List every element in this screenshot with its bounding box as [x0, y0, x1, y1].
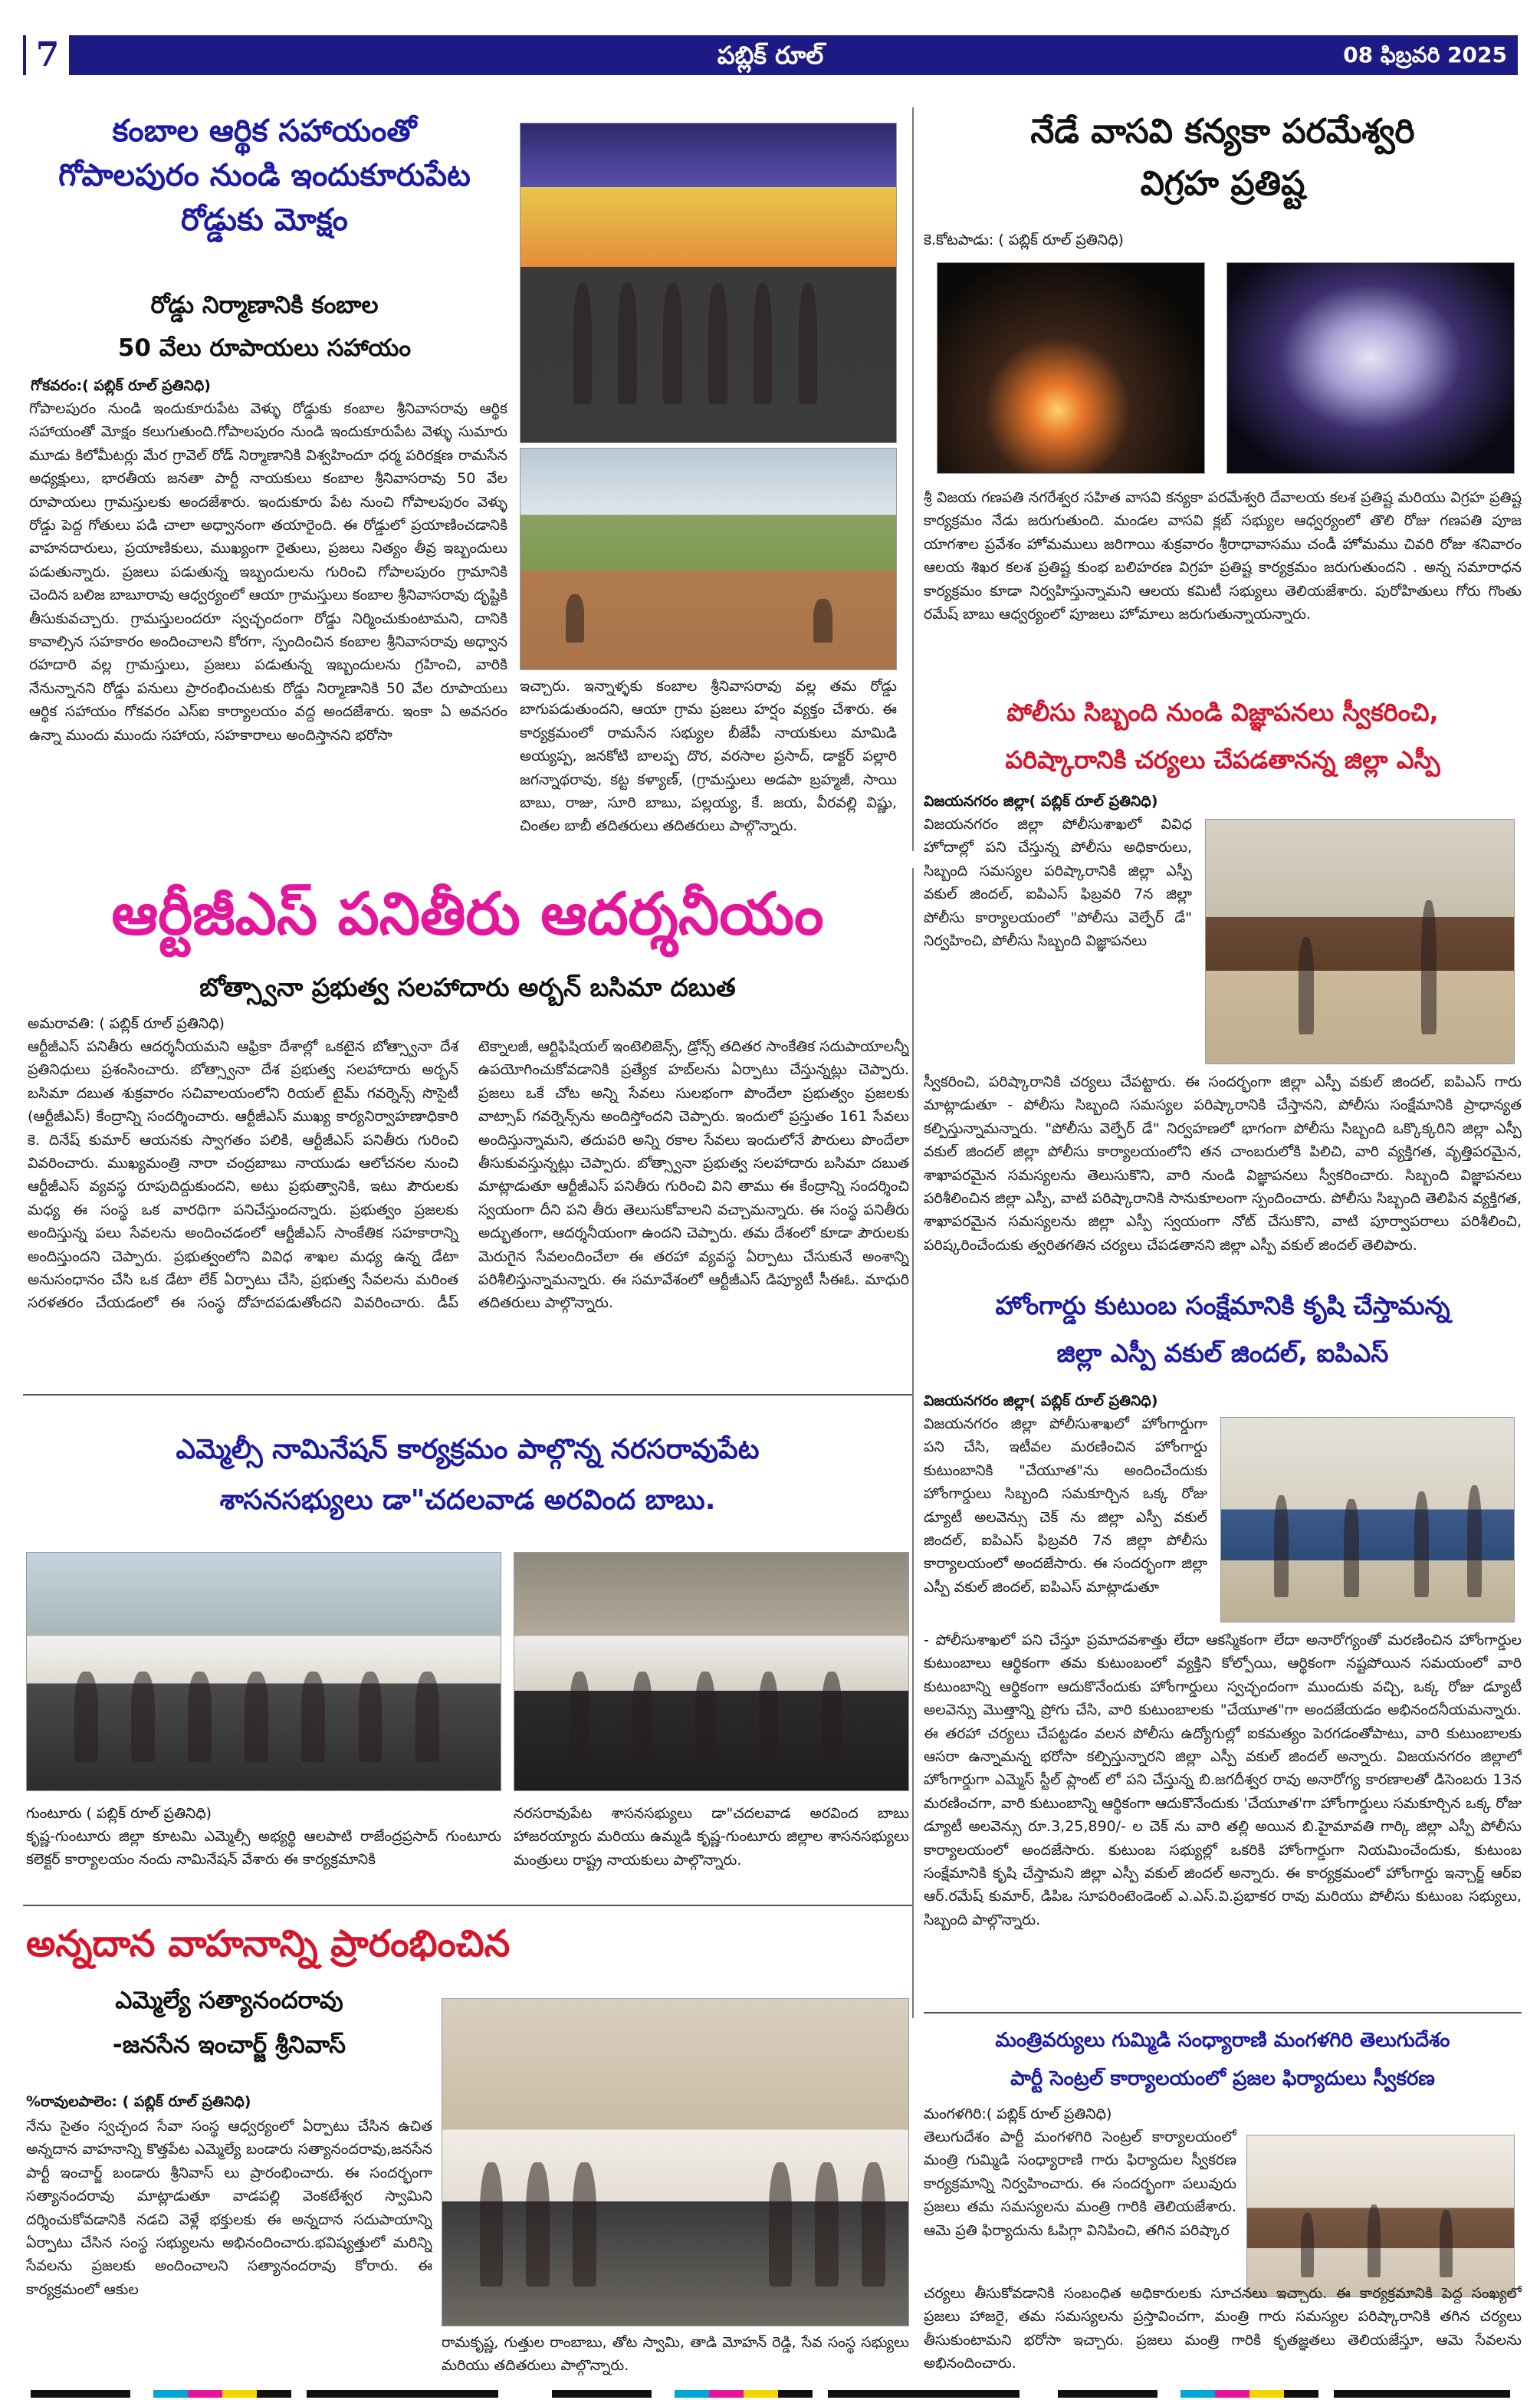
police-headline-line2: పరిష్కారానికి చర్యలు చేపడతానన్న జిల్లా ఎస్పీ: [1005, 745, 1440, 774]
footer-strip-black: [552, 2390, 652, 2398]
page-number: 7: [26, 35, 69, 75]
kambala-subhead-line1: రోడ్డు నిర్మాణానికి కంబాల: [150, 291, 379, 319]
police-headline: [924, 689, 1522, 784]
kambala-body-continued: ఇచ్చారు. ఇన్నాళ్ళకు కంబాల శ్రీనివాసరావు వల్ల తమ రోడ్డు బాగుపడుతుందని, ఆయా గ్రామ ప్రజలు హర్షం వ్యక్తం చేశారు. ఈ కార్యక్రమంలో రామసేన సభ్యుల బీజేపీ నాయకులు మామిడి అయ్యప్ప, జనకోటి బాలప్ప దొర, వరసాల ప్రసాద్, డాక్టర్ పల్లారి జగన్నాథరావు, కట్ట కళ్యాణ్, (గ్రామస్తులు అడపా బ్రహ్మజీ, సాయి బాబు, రాజు, సూరి బాబు, పల్లయ్య, కే. జయ, వీరవల్లి విష్ణు, చింతల బాబీ తదితరులు తదితరులు పాల్గొన్నారు.: [520, 678, 897, 835]
footer-strip-black: [1334, 2390, 1510, 2398]
police-body-wide: స్వీకరించి, పరిష్కారానికి చర్యలు చేపట్టారు. ఈ సందర్భంగా జిల్లా ఎస్పీ వకుల్ జిందల్, ఐపిఎస్ గారు మాట్లాడుతూ - పోలీసు సిబ్బంది సమస్యల పరిష్కారానికి చేస్తానని, పోలీసు సంక్షేమానికి ప్రాధాన్యత కల్పిస్తున్నామన్నారు. "పోలీసు వెల్ఫేర్ డే" నిర్వహణలో భాగంగా పోలీసు సిబ్బంది ఒక్కొక్కరిని జిల్లా ఎస్పీ వకుల్ జిందల్ జిల్లా పోలీసు కార్యాలయంలోని తన చాంబరులోకి పిలిచి, వారి వ్యక్తిగత, వృత్తిపరమైన, శాఖాపరమైన సమస్యలను తెలుసుకొని, వారి నుండి విజ్ఞాపనలు స్వీకరించారు. సిబ్బంది విజ్ఞాపనలు పరిశీలించిన జిల్లా ఎస్పీ, వాటి పరిష్కారానికి సానుకూలంగా స్పందించారు. పోలీసు సిబ్బంది తెలిపిన వ్యక్తిగత, శాఖాపరమైన సమస్యలను జిల్లా ఎస్పీ స్వయంగా నోట్ చేసుకొని, వాటి పూర్వాపరాలు పరిశీలించి, పరిష్కరించేందుకు త్వరితగతిన చర్యలు చేపడతానని జిల్లా ఎస్పీ వకుల్ జిందల్ తెలిపారు.: [924, 1073, 1522, 1254]
minister-headline-line2: పార్టీ సెంట్రల్ కార్యాలయంలో ప్రజల ఫిర్యాదులు స్వీకరణ: [1010, 2067, 1435, 2090]
mlc-headline: [23, 1425, 912, 1526]
section-rule: [23, 1905, 912, 1906]
annadana-subhead-line1: ఎమ్మెల్యే సత్యానందరావు: [115, 1987, 343, 2014]
annadana-subhead-line2: -జనసేన ఇంచార్జ్ శ్రీనివాస్: [112, 2031, 346, 2059]
annadana-byline: %రావులపాలెం: ( పబ్లిక్ రూల్ ప్రతినిధి): [26, 2093, 251, 2110]
kambala-headline-line2: గోపాలపురం నుండి ఇందుకూరుపేట: [58, 158, 471, 193]
paper-name: పబ్లిక్ రూల్: [717, 41, 824, 70]
mlc-body-left: కృష్ణ-గుంటూరు జిల్లా కూటమి ఎమ్మెల్సీ అభ్యర్థి ఆలపాటి రాజేంద్రప్రసాద్ గుంటూరు కలెక్టర్ కార్యాలయం నందు నామినేషన్ వేశారు ఈ కార్యక్రమానికి: [26, 1828, 501, 1869]
section-rule: [924, 2012, 1522, 2014]
rtgs-headline: ఆర్టీజీఎస్ పనితీరు ఆదర్శనీయం: [111, 879, 824, 948]
column-divider: [912, 868, 914, 2018]
masthead: [23, 35, 1518, 75]
police-byline: విజయనగరం జిల్లా( పబ్లిక్ రూల్ ప్రతినిధి): [924, 793, 1158, 810]
vasavi-body: శ్రీ విజయ గణపతి నగరేశ్వర సహిత వాసవి కన్యకా పరమేశ్వరి దేవాలయ కలశ ప్రతిష్ట మరియు విగ్రహ ప్రతిష్ట కార్యక్రమం నేడు జరుగుతుంది. మండల వాసవి క్లబ్ సభ్యుల ఆధ్వర్యంలో తొలి రోజు గణపతి పూజ యాగశాల ప్రవేశం హోమములు జరిగాయి శుక్రవారం శ్రీరాధావాసము చండీ హోమము చివరి రోజు శనివారం ఆలయ శిఖర కలశ ప్రతిష్ట కుంభ బలిహరణ విగ్రహ ప్రతిష్ట కార్యక్రమం జరుగుతుందని . అన్న సమారాధన కార్యక్రమం కూడా నిర్వహిస్తున్నామని ఆలయ కమిటీ సభ్యులు తెలియజేశారు. పురోహితులు గోరు గొంతు రమేష్ బాబు ఆధ్వర్యంలో పూజలు హోమాలు జరుగుతున్నాయన్నారు.: [924, 489, 1522, 623]
footer-strip-black: [307, 2390, 498, 2398]
vasavi-headline: [924, 106, 1522, 210]
vasavi-headline-line2: విగ్రహ ప్రతిష్ట: [1140, 164, 1305, 203]
kambala-photo-ceremony: [520, 123, 897, 443]
mlc-headline-line2: శాసనసభ్యులు డా"చదలవాడ అరవింద బాబు.: [219, 1484, 716, 1516]
mlc-byline: గుంటూరు ( పబ్లిక్ రూల్ ప్రతినిధి): [26, 1805, 212, 1822]
rtgs-byline: అమరావతి: ( పబ్లిక్ రూల్ ప్రతినిధి): [28, 1015, 225, 1032]
homeguard-headline-line2: జిల్లా ఎస్పీ వకుల్ జిందల్, ఐపిఎస్: [1056, 1338, 1389, 1368]
rtgs-subhead: బోత్స్వానా ప్రభుత్వ సలహాదారు అర్బన్ బసిమా దబుత: [199, 972, 736, 1002]
kambala-byline: గోకవరం:( పబ్లిక్ రూల్ ప్రతినిధి): [31, 377, 211, 394]
minister-byline: మంగళగిరి:( పబ్లిక్ రూల్ ప్రతినిధి): [924, 2106, 1112, 2122]
homeguard-headline-line1: హోంగార్డు కుటుంబ సంక్షేమానికి కృషి చేస్తామన్న: [995, 1290, 1450, 1320]
annadana-headline: అన్నదాన వాహనాన్ని ప్రారంభించిన: [26, 1922, 511, 1965]
vasavi-photo-temple: [1226, 262, 1515, 474]
annadana-body: నేను సైతం స్వచ్ఛంద సేవా సంస్థ ఆధ్వర్యంలో ఏర్పాటు చేసిన ఉచిత అన్నదాన వాహనాన్ని కొత్తపేట ఎమ్మెల్యే బండారు సత్యానందరావు,జనసేన పార్టీ ఇంచార్జ్ బండారు శ్రీనివాస్ లు ప్రారంభించారు. ఈ సందర్భంగా సత్యానందరావు మాట్లాడుతూ వాడపల్లి వెంకటేశ్వర స్వామిని దర్శించుకోవడానికి నడచి వెళ్లే భక్తులకు ఈ అన్నదాన సదుపాయాన్ని ఏర్పాటు చేసిన సంస్థ సభ్యులను అభినందించారు.భవిష్యత్తులో మరిన్ని సేవలను ప్రజలకు అందించాలని సత్యానందరావు కోరారు. ఈ కార్యక్రమంలో ఆకుల: [26, 2118, 432, 2298]
kambala-headline: [23, 109, 506, 242]
homeguard-headline: [924, 1282, 1522, 1377]
kambala-headline-line1: కంబాల ఆర్థిక సహాయంతో: [112, 113, 417, 149]
minister-photo-grievances: [1246, 2135, 1515, 2297]
mlc-photo-collectorate: [26, 1552, 501, 1791]
section-rule: [23, 1394, 912, 1396]
mlc-headline-line1: ఎమ్మెల్సీ నామినేషన్ కార్యక్రమం పాల్గొన్న నరసరావుపేట: [176, 1434, 760, 1465]
police-body-narrow: విజయనగరం జిల్లా పోలీసుశాఖలో వివిధ హోదాల్లో పని చేస్తున్న పోలీసు అధికారులు, సిబ్బంది సమస్యల పరిష్కారానికి జిల్లా ఎస్పీ వకుల్ జిందల్, ఐపిఎస్ ఫిబ్రవరి 7న జిల్లా పోలీసు కార్యాలయంలో "పోలీసు వెల్ఫేర్ డే" నిర్వహించి, పోలీసు సిబ్బంది విజ్ఞాపనలు: [924, 816, 1192, 950]
annadana-photo-vehicle: [442, 1998, 909, 2326]
column-divider: [912, 107, 914, 851]
rtgs-body: ఆర్టీజీఎస్ పనితీరు ఆదర్శనీయమని ఆఫ్రికా దేశాల్లో ఒకటైన బోత్స్వానా దేశ ప్రతినిధులు ప్రశంసించారు. బోత్స్వానా దేశ ప్రభుత్వ సలహాదారు అర్బన్ బసిమా దబుత శుక్రవారం సచివాలయంలోని రియల్ టైమ్ గవర్నెన్స్ సొసైటీ (ఆర్టీజీఎస్) కేంద్రాన్ని సందర్శించారు. ఆర్టీజీఎస్ ముఖ్య కార్యనిర్వాహణాధికారి కె. దినేష్ కుమార్ ఆయనకు స్వాగతం పలికి, ఆర్టీజీఎస్ పనితీరు గురించి వివరించారు. ముఖ్యమంత్రి నారా చంద్రబాబు నాయుడు ఆలోచనల నుంచి ఆర్టీజీఎస్ వ్యవస్థ రూపుదిద్దుకుందని, అటు ప్రభుత్వానికి, ఇటు పౌరులకు మధ్య ఈ సంస్థ ఒక వారధిగా పనిచేస్తుందన్నారు. ప్రభుత్వం ప్రజలకు అందిస్తున్న పలు సేవలను అందించడంలో ఆర్టీజీఎస్ సాంకేతిక సహకారాన్ని అందిస్తుందని చెప్పారు. ప్రభుత్వంలోని వివిధ శాఖల మధ్య ఉన్న డేటా అనుసంధానం చేసి ఒక డేటా లేక్ ఏర్పాటు చేసి, ప్రభుత్వ సేవలను మరింత సరళతరం చేయడంలో ఈ సంస్థ దోహదపడుతోందని వివరించారు. డీప్ టెక్నాలజీ, ఆర్టిఫిషియల్ ఇంటెలిజెన్స్, డ్రోన్స్ తదితర సాంకేతిక సదుపాయాలన్నీ ఉపయోగించుకోవడానికి ప్రత్యేక హబ్‌లను ఏర్పాటు చేస్తున్నట్లు చెప్పారు. ప్రజలు ఒకే చోట అన్ని సేవలు సులభంగా పొందేలా ప్రభుత్వం ప్రజలకు వాట్సాప్ గవర్నెన్స్‌ను అందిస్తోందని చెప్పారు. ఇందులో ప్రస్తుతం 161 సేవలు అందిస్తున్నామని, తదుపరి అన్ని రకాల సేవలు ఇందులోనే పౌరులు పొందేలా తీసుకువస్తున్నట్లు చెప్పారు. బోత్స్వానా ప్రభుత్వ సలహాదారు బసిమా దబుత మాట్లాడుతూ ఆర్టీజీఎస్ పనితీరు గురించి విని తాము ఈ కేంద్రాన్ని సందర్శించి స్వయంగా దీని పని తీరు తెలుసుకోవాలని వచ్చామన్నారు. ఈ సంస్థ పనితీరు అద్భుతంగా, ఆదర్శనీయంగా ఉందని చెప్పారు. తమ దేశంలో కూడా పౌరులకు మెరుగైన సేవలందించేలా ఈ తరహా వ్యవస్థ ఏర్పాటు చేసుకునే అంశాన్ని పరిశీలిస్తున్నామన్నారు. ఈ సమావేశంలో ఆర్టీజీఎస్ డిప్యూటీ సీఈఓ. మాధురి తదితరులు పాల్గొన్నారు.: [28, 1038, 909, 1312]
vasavi-headline-line1: నేడే వాసవి కన్యకా పరమేశ్వరి: [1030, 112, 1415, 151]
footer-strip-black: [1058, 2390, 1157, 2398]
homeguard-body-narrow: విజయనగరం జిల్లా పోలీసుశాఖలో హోంగార్డుగా పని చేసి, ఇటీవల మరణించిన హోంగార్డు కుటుంబానికి "చేయూత"ను అందించేందుకు హోంగార్డులు సిబ్బంది సమకూర్చిన ఒక్క రోజు డ్యూటీ అలవెన్సు చెక్ ను జిల్లా ఎస్పీ వకుల్ జిందల్, ఐపిఎస్ ఫిబ్రవరి 7న జిల్లా పోలీసు కార్యాలయంలో అందజేసారు. ఈ సందర్భంగా జిల్లా ఎస్పీ వకుల్ జిందల్, ఐపిఎస్ మాట్లాడుతూ: [924, 1415, 1207, 1596]
police-photo-welfare-day: [1205, 819, 1515, 1064]
kambala-body: గోపాలపురం నుండి ఇందుకూరుపేట వెళ్ళు రోడ్డుకు కంబాల శ్రీనివాసరావు ఆర్థిక సహాయంతో మోక్షం కలుగుతుంది.గోపాలపురం నుండి ఇందుకూరుపేట వెళ్ళు సుమారు మూడు కిలోమీటర్లు మేర గ్రావెల్ రోడ్ నిర్మాణానికి విశ్వహిందూ ధర్మ పరిరక్షణ రామసేన అధ్యక్షులు, భారతీయ జనతా పార్టీ నాయకులు కంబాల శ్రీనివాసరావు 50 వేల రూపాయలు గ్రామస్తులకు అందజేశారు. ఇందుకూరు పేట నుంచి గోపాలపురం వెళ్ళు రోడ్డు పెద్ద గోతులు పడి చాలా అధ్వానంగా తయారైంది. ఈ రోడ్డులో ప్రయాణించడానికి వాహనదారులు, ప్రయాణికులు, ముఖ్యంగా రైతులు, ప్రజలు నిత్యం తీవ్ర ఇబ్బందులు పడుతున్నారు. ప్రజలు పడుతున్న ఇబ్బందులను గురించి గోపాలపురం గ్రామానికి చెందిన బలిజ బాబూరావు ఆధ్వర్యంలో ఆయా గ్రామస్తులు కంబాల శ్రీనివాసరావు దృష్టికి తీసుకువచ్చారు. గ్రామస్తులందరూ స్వచ్ఛందంగా రోడ్డు నిర్మించుకుంటామని, దానికి కావాల్సిన సహకారం అందించాలని కోరగా, స్పందించిన కంబాల శ్రీనివాసరావు అధ్వాన రహదారి వల్ల గ్రామస్తులు, ప్రజలు పడుతున్న ఇబ్బందులను గ్రహించి, వారికి నేనున్నానని రోడ్డు పనులు ప్రారంభించుటకు రోడ్డు నిర్మాణానికి 50 వేల రూపాయలు ఆర్థిక సహాయం గోకవరం ఎస్ఐ కార్యాలయం వద్ద అందజేశారు. ఇంకా ఏ అవసరం ఉన్నా ముందు ముందు సహాయ, సహకారాలు అందిస్తానని భరోసా: [29, 400, 507, 744]
footer-strip-cmyk: [153, 2390, 291, 2398]
vasavi-photo-homam: [937, 262, 1205, 474]
annadana-caption: రామకృష్ణ, గుత్తుల రాంబాబు, తోట స్వామి, తాడి మోహన్ రెడ్డి, సేవ సంస్థ సభ్యులు మరియు తదితరులు పాల్గొన్నారు.: [442, 2334, 909, 2375]
kambala-subhead: [23, 284, 506, 370]
footer-strip-cmyk: [675, 2390, 813, 2398]
minister-body-wide: చర్యలు తీసుకోవడానికి సంబంధిత అధికారులకు సూచనలు ఇచ్చారు. ఈ కార్యక్రమానికి పెద్ద సంఖ్యలో ప్రజలు హాజరై, తమ సమస్యలను ప్రస్తావించగా, మంత్రి గారు సమస్యల పరిష్కారానికి తగిన చర్యలు తీసుకుంటామని భరోసా ఇచ్చారు. ప్రజలు మంత్రి గారికి కృతజ్ఞతలు తెలియజేస్తూ, ఆమె సేవలను అభినందించారు.: [924, 2285, 1522, 2372]
homeguard-body-wide: - పోలీసుశాఖలో పని చేస్తూ ప్రమాదవశాత్తు లేదా ఆకస్మికంగా లేదా అనారోగ్యంతో మరణించిన హోంగార్డుల కుటుంబాలు ఆర్థికంగా తమ కుటుంబంలో వ్యక్తిని కోల్పోయి, ఆర్థికంగా నష్టపోయిన సమయంలో వారి కుటుంబాన్ని ఆర్థికంగా ఆదుకొనేందుకు హోంగార్డులు స్వచ్ఛందంగా ముందుకు వచ్చి, ఒక్క రోజు డ్యూటీ అలవెన్సు మొత్తాన్ని ప్రోగు చేసి, వారి కుటుంబాలకు "చేయూత"గా అందజేయడం అభినందనీయమన్నారు. ఈ తరహా చర్యలు చేపట్టడం వలన పోలీసు ఉద్యోగుల్లో ఐకమత్యం పెరగడంతోపాటు, వారి కుటుంబాలకు ఆసరా ఉన్నామన్న భరోసా కల్పిస్తున్నారని జిల్లా ఎస్పీ వకుల్ జిందల్ అన్నారు. విజయనగరం జిల్లాలో హోంగార్డుగా ఎమ్మెస్ స్టీల్ ప్లాంట్ లో పని చేస్తున్న బి.జగదీశ్వర రావు అనారోగ్య కారణాలతో డిసెంబరు 13న మరణించగా, వారి కుటుంబాన్ని ఆర్థికంగా ఆదుకొనేందుకు 'చేయూత'గా హోంగార్డులు సమకూర్చిన ఒక్క రోజు డ్యూటీ అలవెన్సు రూ.3,25,890/- ల చెక్ ను వారి తల్లి అయిన బి.హైమావతి గార్కి జిల్లా ఎస్పీ పోలీసు కార్యాలయంలో అందజేసారు. కుటుంబ సభ్యుల్లో ఒకరికి హోంగార్డుగా నియమించేందుకు, కుటుంబ సంక్షేమానికి కృషి చేస్తామని జిల్లా ఎస్పీ వకుల్ జిందల్ అన్నారు. ఈ కార్యక్రమంలో హోంగార్డు ఇన్చార్జ్ ఆర్ఐ ఆర్.రమేష్ కుమార్, డిపిఒ సూపరింటెండెంట్ ఎ.ఎస్.వి.ప్రభాకర రావు మరియు పోలీసు కుటుంబ సభ్యులు, సిబ్బంది పాల్గొన్నారు.: [924, 1632, 1522, 1928]
mlc-photo-press: [514, 1552, 909, 1791]
kambala-headline-line3: రోడ్డుకు మోక్షం: [181, 202, 348, 238]
kambala-photo-road: [520, 448, 897, 670]
vasavi-byline: కె.కోటపాడు: ( పబ్లిక్ రూల్ ప్రతినిధి): [924, 232, 1124, 248]
minister-headline: [924, 2021, 1522, 2098]
minister-headline-line1: మంత్రివర్యులు గుమ్మిడి సంధ్యారాణి మంగళగిరి తెలుగుదేశం: [995, 2029, 1450, 2052]
annadana-subhead: [26, 1978, 432, 2067]
police-headline-line1: పోలీసు సిబ్బంది నుండి విజ్ఞాపనలు స్వీకరించి,: [1006, 698, 1439, 727]
footer-strip-black: [31, 2390, 130, 2398]
homeguard-photo-cheque: [1220, 1417, 1515, 1622]
kambala-subhead-line2: 50 వేలు రూపాయలు సహాయం: [117, 334, 412, 362]
footer-strip-black: [828, 2390, 1020, 2398]
mlc-body-right: నరసరావుపేట శాసనసభ్యులు డా"చదలవాడ అరవింద బాబు హాజరయ్యారు మరియు ఉమ్మడి కృష్ణ-గుంటూరు జిల్లాల శాసనసభ్యులు మంత్రులు రాష్ట్ర నాయకులు పాల్గొన్నారు.: [514, 1805, 909, 1869]
minister-body-narrow: తెలుగుదేశం పార్టీ మంగళగిరి సెంట్రల్ కార్యాలయంలో మంత్రి గుమ్మిడి సంధ్యారాణి గారు ఫిర్యాదుల స్వీకరణ కార్యక్రమాన్ని నిర్వహించారు. ఈ సందర్భంగా పలువురు ప్రజలు తమ సమస్యలను మంత్రి గారికి తెలియజేశారు. ఆమె ప్రతి ఫిర్యాదును ఓపిగ్గా వినిపించి, తగిన పరిష్కార: [924, 2129, 1236, 2239]
homeguard-byline: విజయనగరం జిల్లా( పబ్లిక్ రూల్ ప్రతినిధి): [924, 1392, 1158, 1409]
issue-date: 08 ఫిబ్రవరి 2025: [1343, 42, 1507, 67]
footer-strip-cmyk: [1180, 2390, 1318, 2398]
